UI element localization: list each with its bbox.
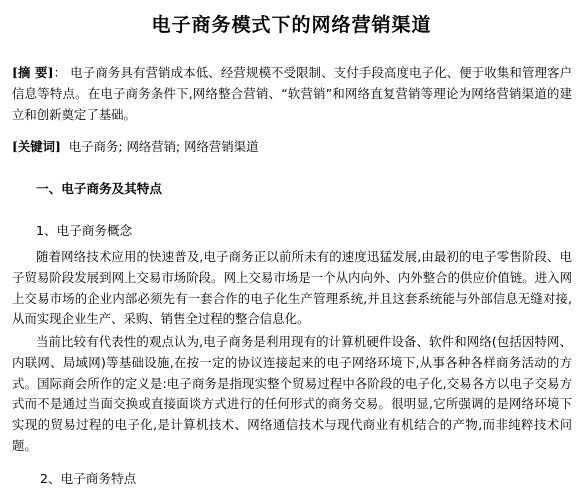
abstract-label: [摘 要] bbox=[12, 65, 54, 80]
subsection-heading: 1、电子商务概念 bbox=[36, 223, 133, 238]
body-paragraph-1: 随着网络技术应用的快速普及,电子商务正以前所未有的速度迅猛发展,由最初的电子零售阶段、电子贸易阶段发展到网上交易市场阶段。网上交易市场是一个从内向外、内外整合的供应价值链。进入网上交易市场的企业内部必须先有一套合作的电子化生产管理系统,并且这套系统能与外部信息无缝对接,从而实现企业生产、采购、销售全过程的整合信息化。 bbox=[12, 249, 572, 327]
document-title: 电子商务模式下的网络营销渠道 bbox=[151, 14, 432, 36]
abstract-text: 电子商务具有营销成本低、经营规模不受限制、支付手段高度电子化、便于收集和管理客户信息等特点。在电子商务条件下,网络整合营销、“软营销”和网络直复营销等理论为网络营销渠道的建立和创新奠定了基础。 bbox=[12, 65, 573, 122]
abstract-paragraph bbox=[12, 63, 572, 125]
abstract-colon: ： bbox=[53, 65, 67, 80]
keywords-line bbox=[12, 137, 259, 155]
section-heading: 一、电子商务及其特点 bbox=[36, 181, 162, 196]
keywords-text: 电子商务; 网络营销; 网络营销渠道 bbox=[68, 139, 259, 154]
keywords-label: [关键词] bbox=[12, 139, 61, 154]
subsection-heading-2: 2、电子商务特点 bbox=[40, 471, 137, 486]
body-paragraph-2: 当前比较有代表性的观点认为,电子商务是利用现有的计算机硬件设备、软件和网络(包括因特网、内联网、局域网)等基础设施,在按一定的协议连接起来的电子网络环境下,从事各种各样商务活动的方式。国际商会所作的定义是:电子商务是指现实整个贸易过程中各阶段的电子化,交易各方以电子交易方式而不是通过当面交换或直接面谈方式进行的任何形式的商务交易。很明显,它所强调的是网络环境下实现的贸易过程的电子化,是计算机技术、网络通信技术与现代商业有机结合的产物,而非纯粹技术问题。 bbox=[12, 334, 572, 453]
